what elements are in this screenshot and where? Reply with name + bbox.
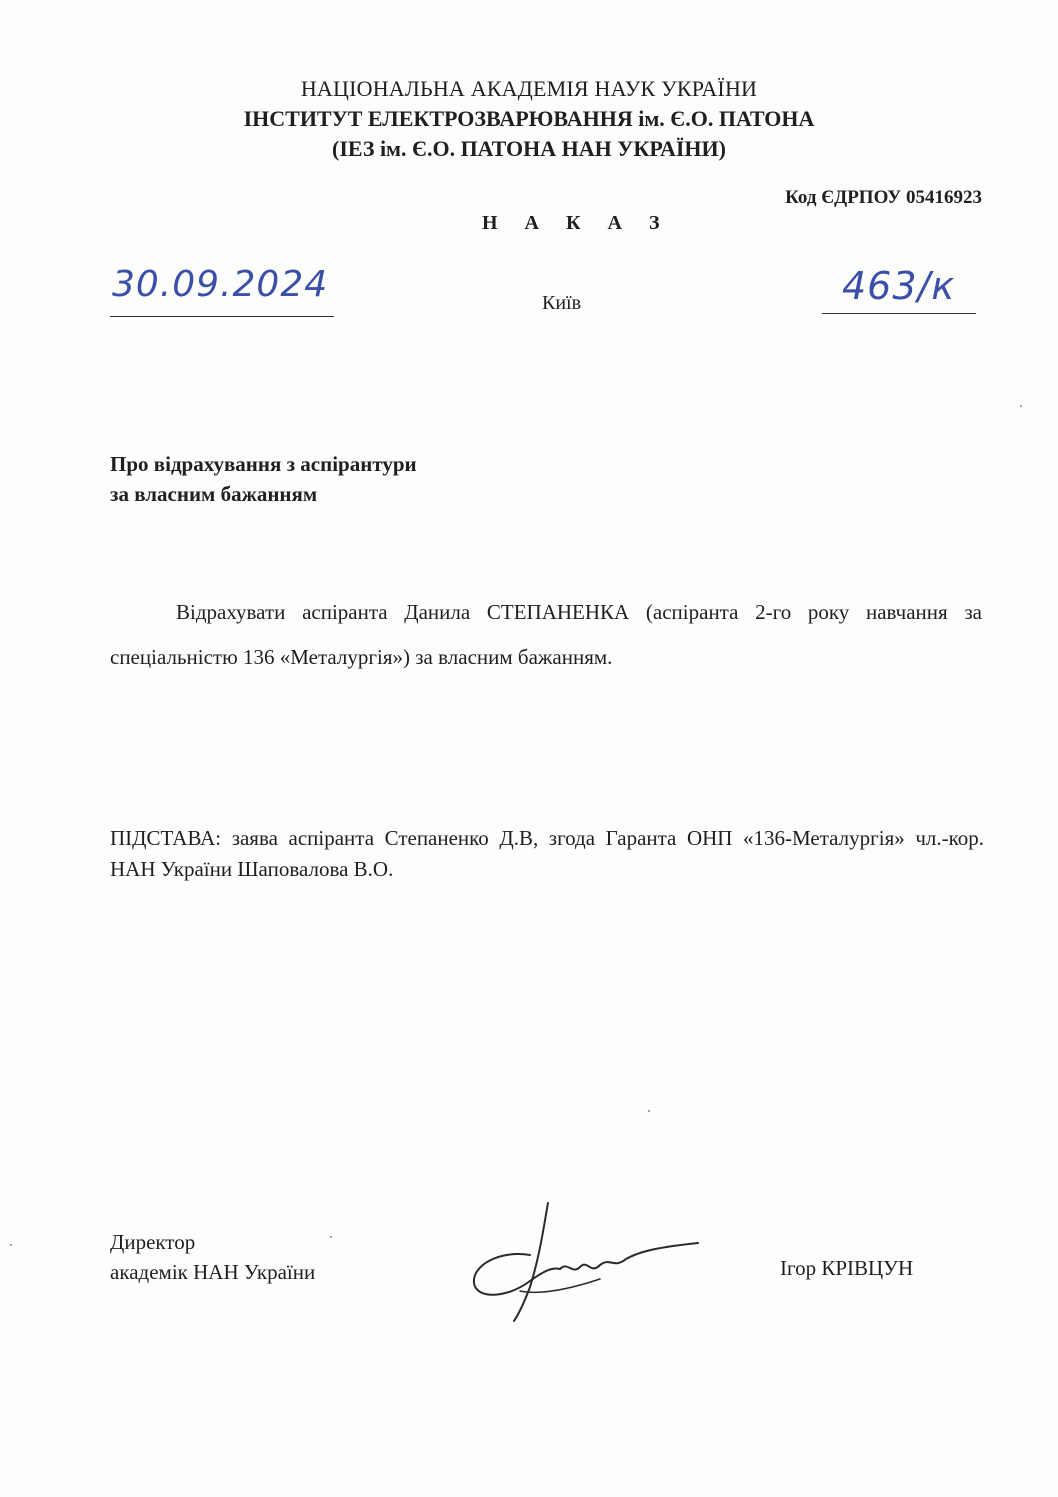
- order-subject: [110, 449, 417, 509]
- date-underline: [110, 316, 334, 317]
- order-number: 463/к: [842, 264, 956, 308]
- institute-name: ІНСТИТУТ ЕЛЕКТРОЗВАРЮВАННЯ ім. Є.О. ПАТОНА: [243, 106, 815, 131]
- academy-name: НАЦІОНАЛЬНА АКАДЕМІЯ НАУК УКРАЇНИ: [300, 76, 758, 101]
- scan-speck: [648, 1110, 650, 1112]
- scan-speck: [1020, 405, 1022, 407]
- order-city: Київ: [542, 292, 582, 314]
- signatory-position: [110, 1227, 315, 1287]
- signatory-position-line-1: Директор: [110, 1230, 196, 1254]
- signatory-position-line-2: академік НАН України: [110, 1260, 316, 1284]
- order-date: 30.09.2024: [112, 264, 329, 305]
- subject-line-2: за власним бажанням: [110, 482, 318, 506]
- document-title: Н А К А З: [482, 212, 671, 234]
- signatory-name: Ігор КРІВЦУН: [780, 1256, 914, 1280]
- order-basis: ПІДСТАВА: заява аспіранта Степаненко Д.В, згода Гаранта ОНП «136-Металургія» чл.-кор. НАН України Шаповалова В.О.: [110, 826, 984, 881]
- institute-short-name: (ІЕЗ ім. Є.О. ПАТОНА НАН УКРАЇНИ): [332, 136, 726, 161]
- subject-line-1: Про відрахування з аспірантури: [110, 452, 417, 476]
- number-underline: [822, 313, 976, 314]
- scan-speck: [330, 1236, 332, 1238]
- edrpou-code: Код ЄДРПОУ 05416923: [785, 187, 982, 208]
- handwritten-signature: [460, 1195, 710, 1325]
- order-body: Відрахувати аспіранта Данила СТЕПАНЕНКА (аспіранта 2-го року навчання за спеціальністю 136 «Металургія») за власним бажанням.: [110, 600, 982, 669]
- scan-speck: [10, 1244, 12, 1246]
